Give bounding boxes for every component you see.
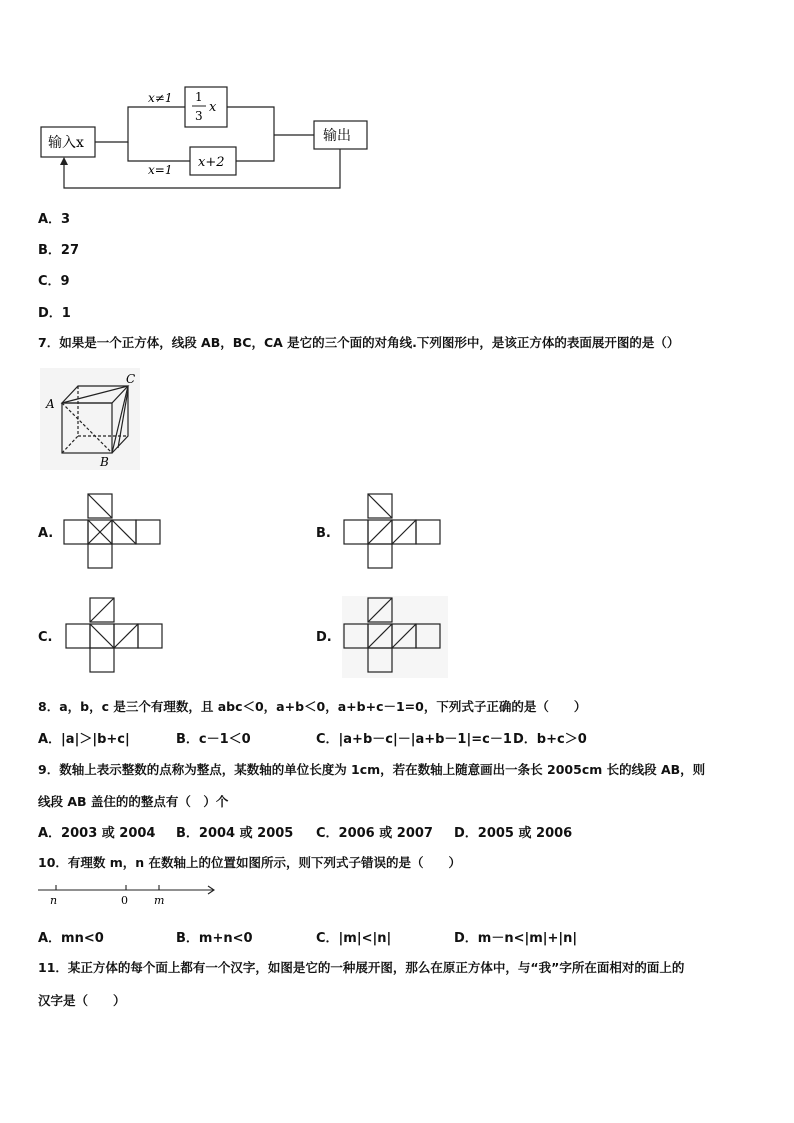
fraction-numerator: 1	[195, 90, 203, 104]
q8-option-c: C．|a+b－c|－|a+b－1|=c－1	[316, 732, 512, 747]
axis-label-m: m	[154, 894, 165, 907]
q7-option-b-net	[342, 492, 444, 572]
q9-option-d: D．2005 或 2006	[454, 826, 573, 841]
q8-option-d: D．b+c＞0	[513, 732, 587, 747]
output-box-label: 输出	[323, 128, 351, 144]
q9-question-line2: 线段 AB 盖住的的整点有（ ）个	[38, 794, 229, 809]
q6-option-c: C．9	[38, 274, 70, 289]
condition-bottom-label: x=1	[148, 163, 173, 177]
q7-option-b-label: B.	[316, 526, 331, 541]
q7-option-c-label: C.	[38, 630, 53, 645]
q7-option-a-label: A.	[38, 526, 54, 541]
q9-option-c: C．2006 或 2007	[316, 826, 433, 841]
q11-question-line2: 汉字是（ ）	[38, 993, 126, 1008]
cube-label-b: B	[100, 455, 109, 469]
q7-option-a-net	[62, 492, 164, 572]
q11-question-line1: 11．某正方体的每个面上都有一个汉字，如图是它的一种展开图，那么在原正方体中，与“我”字所在面相对的面上的	[38, 960, 685, 975]
axis-label-n: n	[50, 894, 58, 907]
add-two-box-label: x+2	[198, 155, 225, 170]
q6-option-a: A．3	[38, 212, 71, 227]
q10-option-a: A．mn<0	[38, 931, 104, 946]
q9-option-b: B．2004 或 2005	[176, 826, 294, 841]
axis-label-zero: 0	[121, 894, 128, 907]
q8-question-text: 8．a，b，c 是三个有理数，且 abc＜0，a+b＜0，a+b+c－1=0，下列式子正确的是（ ）	[38, 699, 587, 714]
q7-option-d-label: D.	[316, 630, 332, 645]
q6-option-d: D．1	[38, 306, 71, 321]
q10-option-b: B．m+n<0	[176, 931, 253, 946]
q10-option-c: C．|m|<|n|	[316, 931, 392, 946]
fraction-denominator: 3	[195, 109, 203, 123]
q10-option-d: D．m－n<|m|+|n|	[454, 931, 578, 946]
q7-option-c-net	[64, 596, 166, 676]
input-box-label: 输入x	[48, 135, 84, 151]
q6-option-b: B．27	[38, 243, 79, 258]
cube-label-a: A	[46, 397, 55, 411]
q8-option-a: A．|a|＞|b+c|	[38, 732, 130, 747]
number-line	[38, 882, 220, 908]
q7-question-text: 7．如果是一个正方体，线段 AB，BC，CA 是它的三个面的对角线.下列图形中，是该正方体的表面展开图的是（）	[38, 335, 680, 350]
cube-label-c: C	[126, 372, 136, 386]
flowchart-diagram	[38, 85, 378, 195]
cube-figure	[40, 368, 140, 470]
condition-top-label: x≠1	[148, 91, 173, 105]
q8-option-b: B．c－1＜0	[176, 732, 251, 747]
q9-option-a: A．2003 或 2004	[38, 826, 156, 841]
fraction-variable: x	[209, 100, 217, 115]
q9-question-line1: 9．数轴上表示整数的点称为整点，某数轴的单位长度为 1cm，若在数轴上随意画出一条长 2005cm 长的线段 AB，则	[38, 762, 706, 777]
q7-option-d-net	[342, 596, 448, 678]
q10-question-text: 10．有理数 m，n 在数轴上的位置如图所示，则下列式子错误的是（ ）	[38, 855, 462, 870]
